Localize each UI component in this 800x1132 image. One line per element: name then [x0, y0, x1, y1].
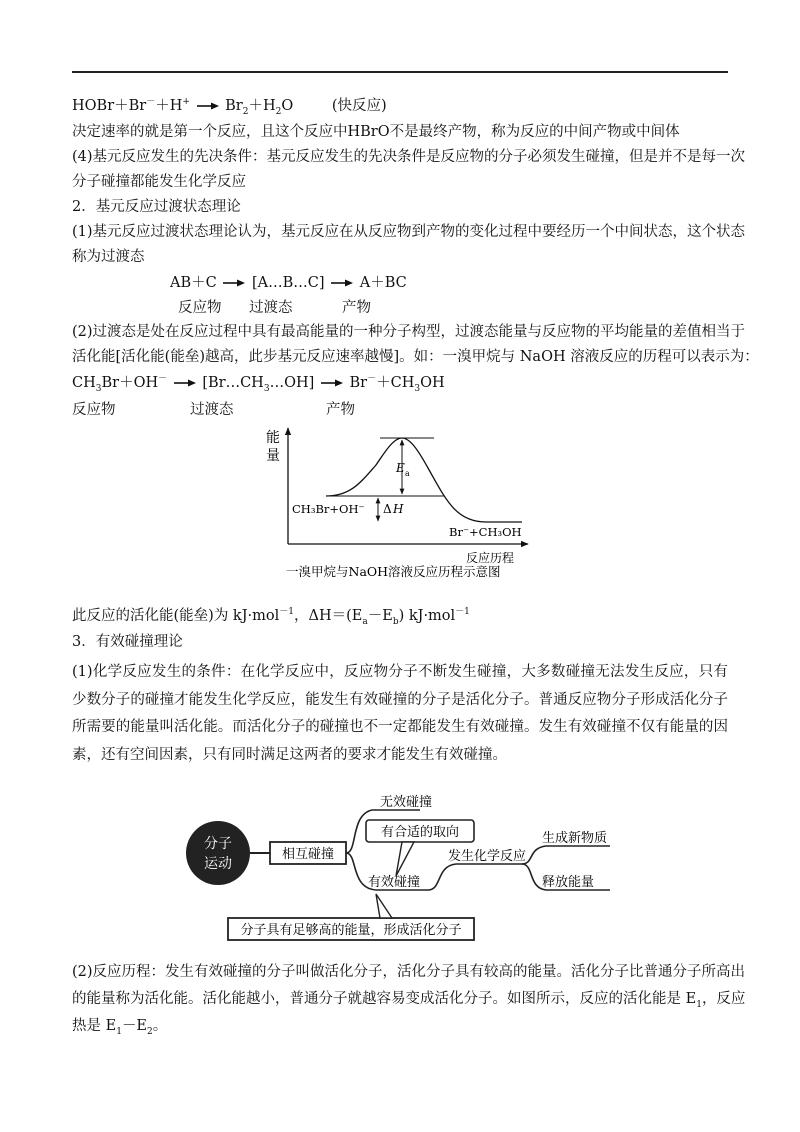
release-energy-label: 释放能量 [542, 875, 595, 890]
equation-ab-c: AB＋C [A…B…C] A＋BC [170, 275, 407, 291]
high-energy-pointer [376, 894, 392, 918]
paragraph-reaction-process-2: 的能量称为活化能。活化能越小，普通分子就越容易变成活化分子。如图所示，反应的活化能是 $E_1$，反应 [72, 991, 746, 1010]
ineffective-collision-label: 无效碰撞 [380, 795, 433, 810]
equation-bromomethane-labels: 反应物 过渡态 产物 [72, 402, 355, 418]
fast-reaction-note: (快反应) [331, 98, 387, 114]
paragraph-effective-collision: (1)化学反应发生的条件：在化学反应中，反应物分子不断发生碰撞，大多数碰撞无法发生反应，只有少数分子的碰撞才能发生化学反应，能发生有效碰撞的分子是活化分子。普通反应物分子形成活化分子所需要的能量叫活化能。而活化分子的碰撞也不一定都能发生有效碰撞。发生有效碰撞不仅有能量的因素，还有空间因素，只有同时满足这两者的要求才能发生有效碰撞。 [72, 664, 728, 763]
ea-subscript: a [405, 469, 410, 478]
section-heading-3: 3．有效碰撞理论 [72, 634, 183, 650]
effective-collision-label: 有效碰撞 [368, 875, 421, 890]
collision-mindmap [180, 790, 620, 950]
header-rule [72, 71, 728, 73]
paragraph-reaction-process-1: (2)反应历程：发生有效碰撞的分子叫做活化分子，活化分子具有较高的能量。活化分子比普通分子所高出 [72, 964, 746, 980]
svg-text:相互碰撞: 相互碰撞 [281, 847, 335, 862]
reaction-arrow [321, 379, 343, 387]
molecular-motion-node [186, 821, 250, 885]
paragraph-transition-2: 称为过渡态 [72, 249, 145, 265]
reactant-label: CH₃Br+OH⁻ [292, 502, 365, 516]
reaction-arrow [174, 379, 196, 387]
paragraph-reaction-process-3: 热是 $E_1-E_2$。 [72, 1018, 168, 1037]
delta-h-symbol: Δ [383, 502, 392, 516]
diagram-caption: 一溴甲烷与NaOH溶液反应历程示意图 [286, 564, 501, 579]
equation-bromomethane: $CH_3Br+OH^-$ $[Br\dots CH_3\dots OH]$ $Br^-+CH_3OH$ [72, 374, 445, 394]
y-axis-label-1: 能 [266, 430, 280, 446]
paragraph-transition-state-1: (2)过渡态是处在反应过程中具有最高能量的一种分子构型，过渡态能量与反应物的平均能量的差值相当于 [72, 324, 746, 340]
product-label: Br⁻+CH₃OH [449, 525, 522, 539]
fast-reaction-equation: HOBr＋Br－＋H+ $Br_2+H_2O$ (快反应) [72, 97, 387, 117]
paragraph-precondition-1: (4)基元反应发生的先决条件：基元反应发生的先决条件是反应物的分子必须发生碰撞，但是并不是每一次 [72, 149, 746, 165]
new-substance-label: 生成新物质 [542, 831, 608, 846]
y-axis-label-2: 量 [266, 448, 280, 464]
svg-text:分子: 分子 [204, 836, 232, 852]
paragraph-transition-1: (1)基元反应过渡状态理论认为，基元反应在从反应物到产物的变化过程中要经历一个中间状态，这个状态 [72, 224, 746, 240]
svg-text:有合适的取向: 有合适的取向 [380, 825, 460, 840]
ea-label: E [396, 461, 405, 475]
paragraph-intermediate: 决定速率的就是第一个反应，且这个反应中HBrO不是最终产物，称为反应的中间产物或中间体 [72, 124, 680, 140]
reaction-arrow [197, 102, 219, 110]
orientation-pointer [396, 842, 414, 876]
svg-text:分子具有足够高的能量，形成活化分子: 分子具有足够高的能量，形成活化分子 [240, 923, 462, 938]
branch-new-substance [522, 846, 610, 864]
paragraph-transition-state-2: 活化能[活化能(能垒)越高，此步基元反应速率越慢]。如：一溴甲烷与 NaOH 溶液反应的历程可以表示为： [72, 349, 759, 365]
reaction-arrow [223, 279, 245, 287]
x-axis-label: 反应历程 [466, 551, 515, 565]
activation-energy-statement: 此反应的活化能(能垒)为 kJ·mol$^{-1}$，$\Delta H=(E_a-E_b)$ kJ·mol$^{-1}$ [72, 607, 470, 627]
branch-chem-reaction [428, 864, 522, 890]
delta-h-letter: H [393, 502, 404, 516]
chem-reaction-label: 发生化学反应 [448, 849, 527, 864]
svg-text:运动: 运动 [204, 856, 232, 872]
energy-profile-diagram [256, 420, 546, 580]
section-heading-2: 2．基元反应过渡状态理论 [72, 199, 241, 215]
paragraph-precondition-2: 分子碰撞都能发生化学反应 [72, 174, 246, 190]
equation-ab-c-labels: 反应物 过渡态 产物 [178, 300, 371, 316]
reaction-arrow [331, 279, 353, 287]
